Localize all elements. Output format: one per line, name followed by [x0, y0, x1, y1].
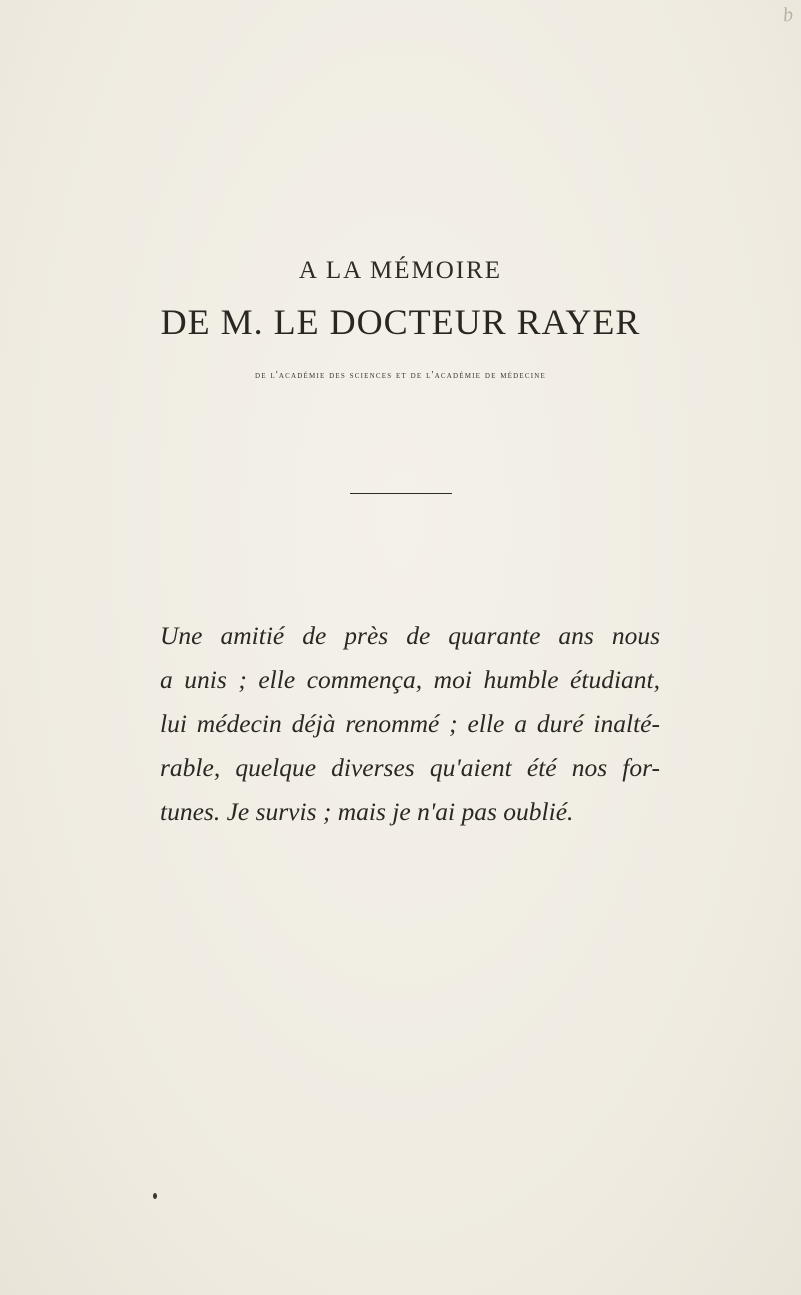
heading-line-2: DE M. LE DOCTEUR RAYER — [160, 302, 641, 342]
dedication-line: a unis ; elle commença, moi humble étudiant, — [160, 665, 660, 694]
dedication-line: Une amitié de près de quarante ans nous — [160, 621, 660, 650]
heading-line-3: de l'académie des sciences et de l'académie de médecine — [254, 370, 547, 381]
page-mark: b — [781, 3, 795, 27]
separator-rule — [350, 493, 452, 494]
dedication-line: lui médecin déjà renommé ; elle a duré inalté- — [160, 709, 660, 738]
dedication-line: rable, quelque diverses qu'aient été nos for- — [160, 753, 660, 782]
dedication-text — [160, 614, 660, 834]
dedication-line: tunes. Je survis ; mais je n'ai pas oublié. — [160, 797, 574, 826]
heading-line-1: A LA MÉMOIRE — [298, 257, 503, 284]
ink-speck — [153, 1193, 157, 1199]
